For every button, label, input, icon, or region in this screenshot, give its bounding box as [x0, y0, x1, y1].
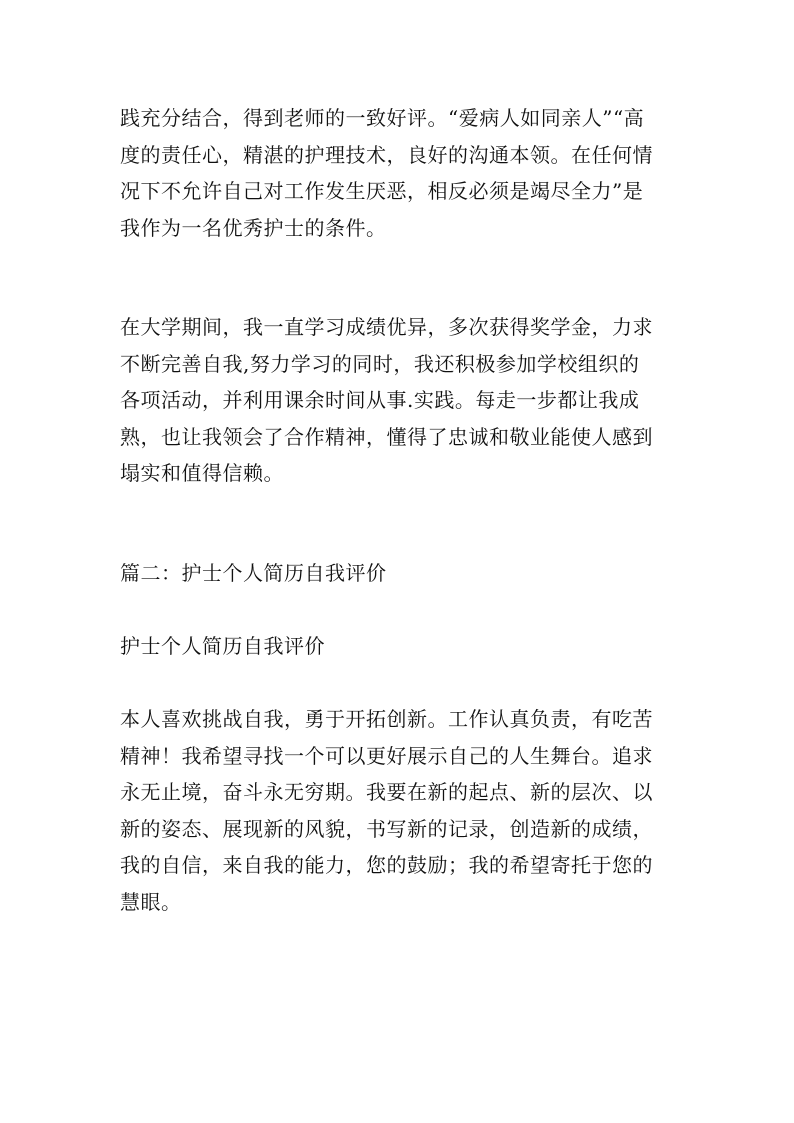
text-line: 况下不允许自己对工作发生厌恶，相反必须是竭尽全力”是 [120, 179, 644, 203]
text-line: 护士个人简历自我评价 [120, 634, 325, 658]
body-paragraph [120, 309, 680, 492]
text-line: 不断完善自我,努力学习的同时，我还积极参加学校组织的 [120, 351, 640, 376]
body-paragraph [120, 100, 680, 246]
section-heading [120, 555, 680, 592]
body-paragraph [120, 701, 680, 920]
section-title [120, 628, 680, 665]
text-line: 篇二：护士个人简历自我评价 [120, 561, 387, 585]
text-line: 本人喜欢挑战自我，勇于开拓创新。工作认真负责，有吃苦 [120, 707, 653, 731]
text-line: 我作为一名优秀护士的条件。 [120, 215, 387, 240]
text-line: 各项活动，并利用课余时间从事.实践。每走一步都让我成 [120, 388, 640, 412]
text-line: 在大学期间，我一直学习成绩优异，多次获得奖学金，力求 [120, 315, 653, 339]
text-line: 永无止境，奋斗永无穷期。我要在新的起点、新的层次、以 [120, 780, 653, 804]
text-line: 新的姿态、展现新的风貌，书写新的记录，创造新的成绩， [120, 816, 653, 841]
text-line: 熟，也让我领会了合作精神，懂得了忠诚和敬业能使人感到 [120, 424, 653, 449]
text-line: 度的责任心，精湛的护理技术，良好的沟通本领。在任何情 [120, 142, 653, 167]
text-line: 践充分结合，得到老师的一致好评。“爱病人如同亲人”“高 [120, 106, 645, 130]
text-line: 精神！我希望寻找一个可以更好展示自己的人生舞台。追求 [120, 743, 653, 768]
text-line: 我的自信，来自我的能力，您的鼓励；我的希望寄托于您的 [120, 853, 653, 877]
text-line: 慧眼。 [120, 889, 182, 914]
text-line: 塌实和值得信赖。 [120, 461, 284, 485]
